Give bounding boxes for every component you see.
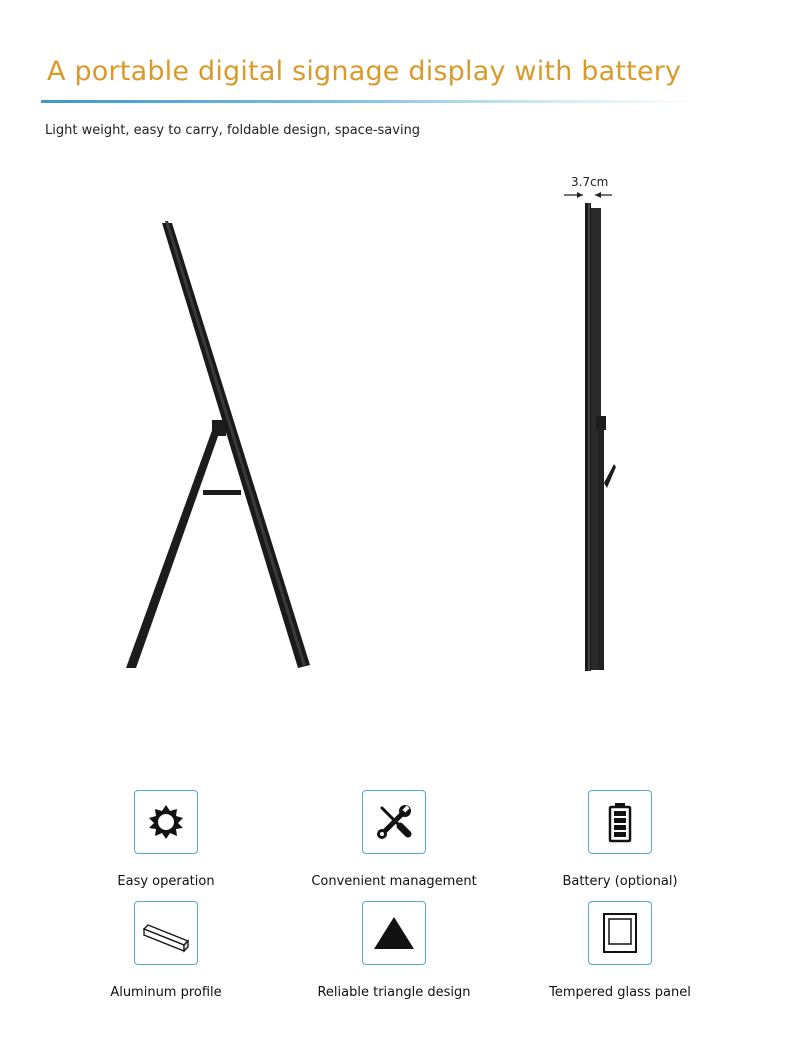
battery-icon	[588, 790, 652, 854]
feature-tempered-glass	[510, 901, 730, 1000]
cross-brace	[203, 490, 241, 495]
folded-leg	[598, 428, 604, 670]
wrench-screwdriver-icon	[362, 790, 426, 854]
feature-label: Tempered glass panel	[549, 985, 691, 1000]
feature-label: Aluminum profile	[110, 985, 222, 1000]
gear-icon	[134, 790, 198, 854]
side-view-illustration	[560, 188, 630, 673]
leg-latch	[604, 464, 616, 488]
feature-label: Easy operation	[117, 874, 215, 889]
rear-support-leg	[126, 425, 222, 668]
feature-battery	[510, 790, 730, 889]
side-hinge	[596, 416, 606, 430]
aluminum-profile-icon	[134, 901, 198, 965]
feature-aluminum-profile	[56, 901, 276, 1000]
feature-convenient-management	[284, 790, 504, 889]
thickness-label: 3.7cm	[571, 175, 609, 189]
page-title: A portable digital signage display with battery	[47, 56, 682, 87]
angled-view-illustration	[110, 215, 330, 675]
triangle-icon	[362, 901, 426, 965]
dimension-arrow-right	[595, 192, 601, 198]
page-subtitle: Light weight, easy to carry, foldable design, space-saving	[45, 123, 421, 138]
glass-panel-icon	[588, 901, 652, 965]
feature-easy-operation	[56, 790, 276, 889]
dimension-arrow-left	[577, 192, 583, 198]
feature-label: Convenient management	[311, 874, 477, 889]
feature-triangle-design	[284, 901, 504, 1000]
feature-label: Reliable triangle design	[317, 985, 471, 1000]
title-underline	[41, 100, 697, 103]
feature-label: Battery (optional)	[562, 874, 678, 889]
